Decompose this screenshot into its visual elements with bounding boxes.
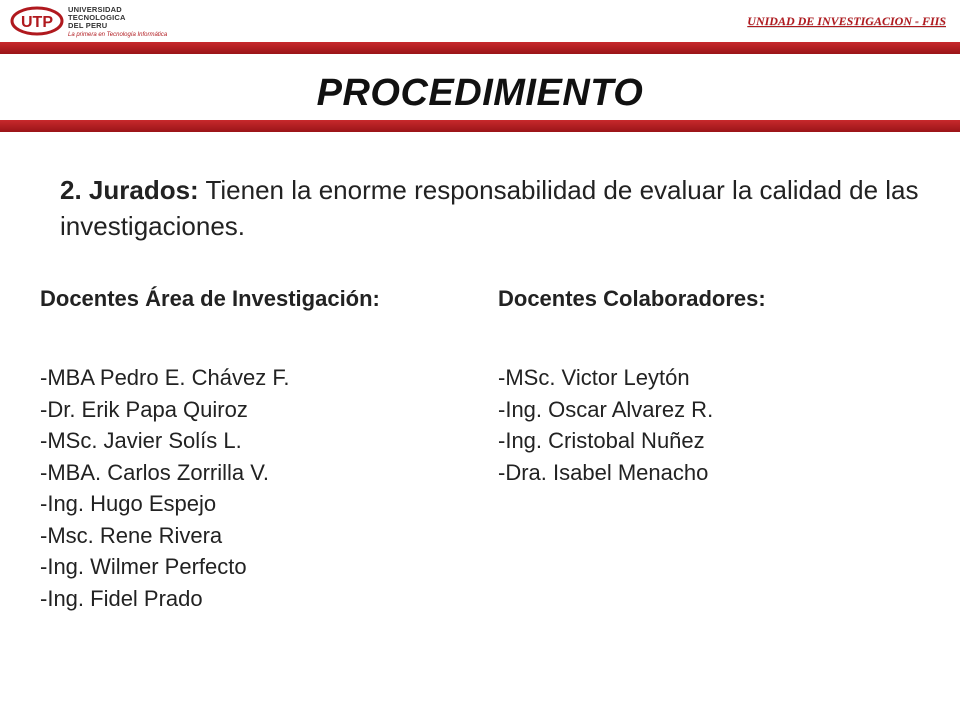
slide-header — [0, 0, 960, 42]
logo-tagline: La primera en Tecnología Informática — [68, 32, 168, 38]
utp-emblem-icon — [10, 6, 64, 36]
list-item: -Ing. Wilmer Perfecto — [40, 554, 247, 579]
page-title: PROCEDIMIENTO — [316, 72, 644, 114]
list-item: -Dr. Erik Papa Quiroz — [40, 396, 248, 422]
list-item: -Ing. Cristobal Nuñez — [498, 428, 705, 453]
left-column-heading: Docentes Área de Investigación: — [40, 286, 380, 311]
intro-label: 2. Jurados: — [60, 175, 199, 205]
utp-logo — [10, 4, 168, 38]
logo-line-3: DEL PERU — [68, 21, 108, 30]
left-column-list — [40, 362, 490, 614]
right-column-heading: Docentes Colaboradores: — [498, 286, 766, 311]
bottom-divider-bar — [0, 120, 960, 132]
list-item: -MSc. Victor Leytón — [498, 365, 690, 390]
list-item: -Ing. Hugo Espejo — [40, 491, 217, 516]
intro-text: Tienen la enorme responsabilidad de evaluar la calidad de las investigaciones. — [60, 175, 919, 241]
top-divider-bar — [0, 42, 960, 54]
logo-line-2: TECNOLOGICA — [68, 13, 126, 22]
list-item: -MBA Pedro E. Chávez F. — [40, 365, 290, 390]
right-column-list — [498, 362, 918, 488]
list-item: -MSc. Javier Solís L. — [40, 428, 242, 453]
list-item: -Ing. Fidel Prado — [40, 585, 203, 611]
list-item: -Dra. Isabel Menacho — [498, 459, 709, 485]
svg-text:UTP: UTP — [21, 14, 53, 31]
unit-title: UNIDAD DE INVESTIGACION - FIIS — [747, 14, 946, 28]
intro-paragraph — [60, 172, 930, 244]
left-column — [40, 284, 490, 614]
list-item: -MBA. Carlos Zorrilla V. — [40, 459, 270, 485]
right-column — [498, 284, 918, 488]
list-item: -Ing. Oscar Alvarez R. — [498, 396, 714, 422]
logo-wordmark — [68, 6, 167, 40]
list-item: -Msc. Rene Rivera — [40, 522, 223, 548]
logo-line-1: UNIVERSIDAD — [68, 5, 122, 14]
